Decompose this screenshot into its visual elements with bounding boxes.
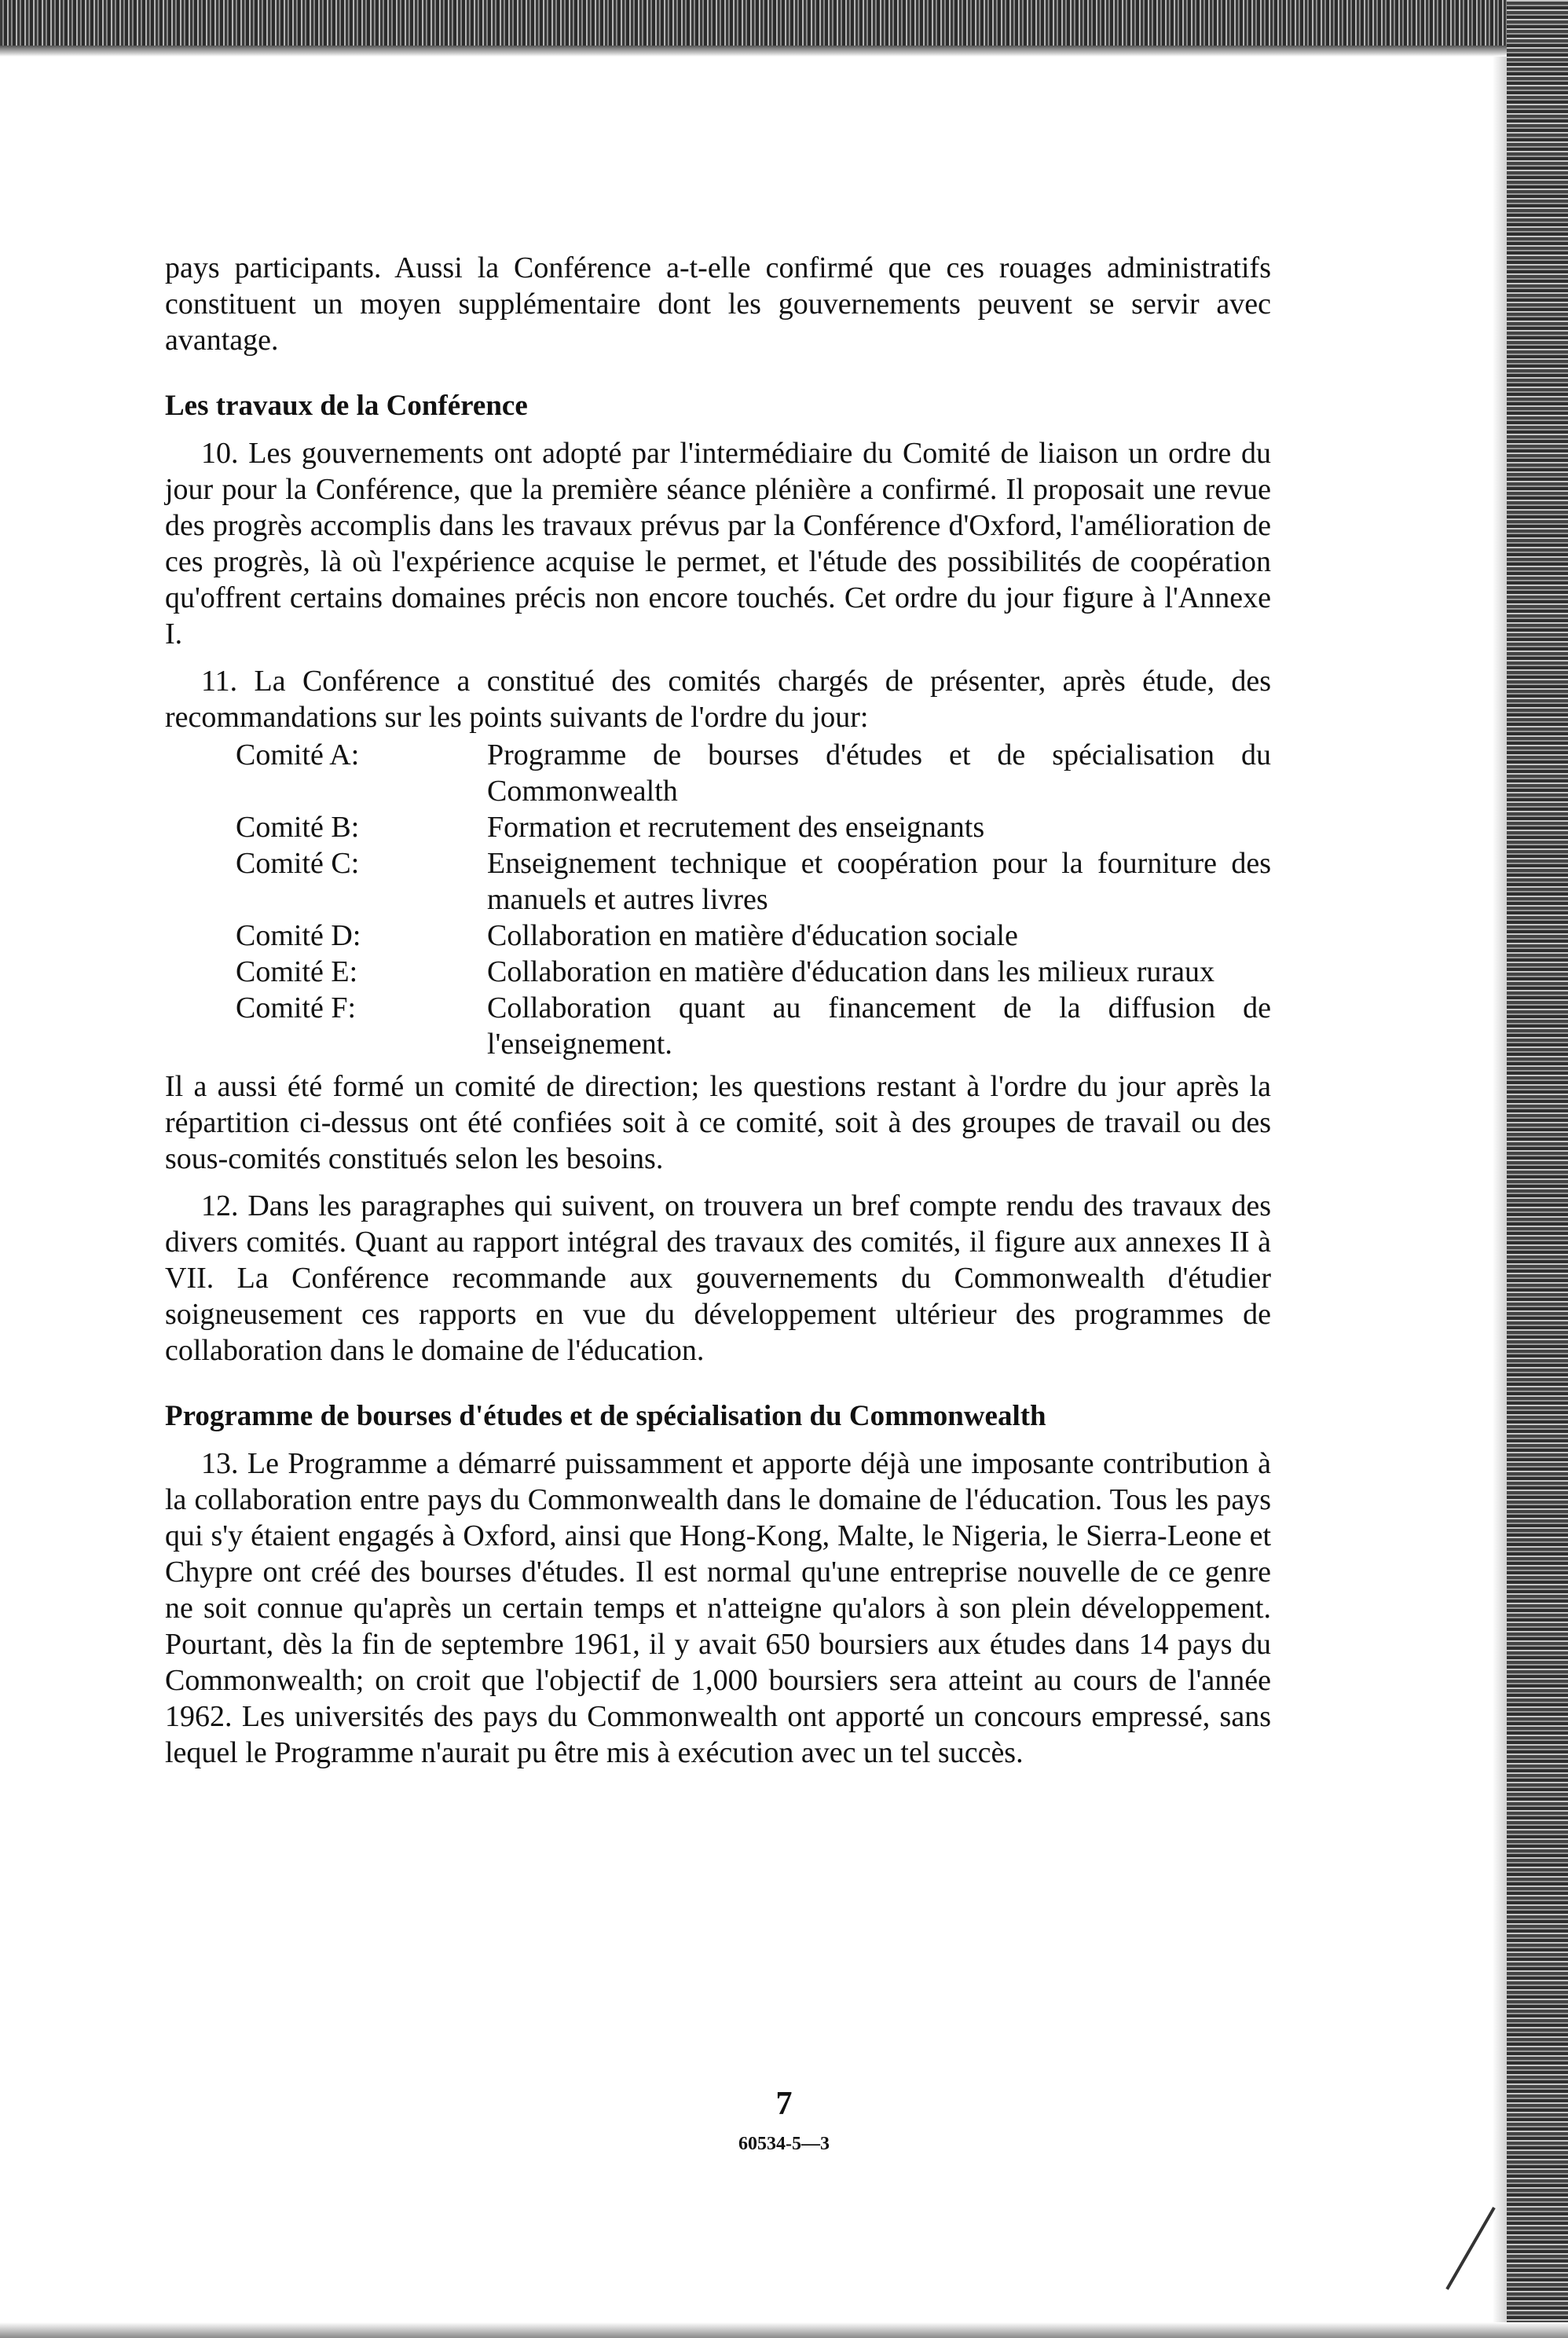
pen-mark [1445, 2207, 1495, 2290]
committee-e-name: Comité E: [236, 955, 358, 988]
scan-border-right [1507, 0, 1568, 2338]
section-heading-travaux: Les travaux de la Conférence [165, 390, 528, 422]
committee-b-name: Comité B: [236, 811, 360, 844]
committee-c-desc: Enseignement technique et coopération pour la fourniture des manuels et autres livres [487, 847, 1271, 916]
paragraph-10: 10. Les gouvernements ont adopté par l'intermédiaire du Comité de liaison un ordre du jour pour la Conférence, que la première séance plénière a confirmé. Il proposait une revue des progrès accomplis dans les travaux prévus par la Conférence d'Oxford, l'amélioration de ces progrès, là où l'expérience acquise le permet, et l'étude des possibilités de coopération qu'offrent certains domaines précis non encore touchés. Cet ordre du jour figure à l'Annexe I. [165, 437, 1271, 650]
committee-b-desc: Formation et recrutement des enseignants [487, 811, 985, 844]
committee-c-name: Comité C: [236, 847, 360, 880]
document-body [165, 250, 1271, 1771]
scan-border-top [0, 0, 1568, 57]
paragraph-11-continued: Il a aussi été formé un comité de direction; les questions restant à l'ordre du jour après la répartition ci-dessus ont été confiées soit à ce comité, soit à des groupes de travail ou des sous-comités constitués selon les besoins. [165, 1070, 1271, 1175]
paragraph-13: 13. Le Programme a démarré puissamment et apporte déjà une imposante contribution à la collaboration entre pays du Commonwealth dans le domaine de l'éducation. Tous les pays qui s'y étaient engagés à Oxford, ainsi que Hong-Kong, Malte, le Nigeria, le Sierra-Leone et Chypre ont créé des bourses d'études. Il est normal qu'une entreprise nouvelle de ce genre ne soit connue qu'après un certain temps et n'atteigne qu'alors à son plein développement. Pourtant, dès la fin de septembre 1961, il y avait 650 boursiers aux études dans 14 pays du Commonwealth; on croit que l'objectif de 1,000 boursiers sera atteint au cours de l'année 1962. Les universités des pays du Commonwealth ont apporté un concours empressé, sans lequel le Programme n'aurait pu être mis à exécution avec un tel succès. [165, 1447, 1271, 1769]
scan-border-bottom [0, 2322, 1568, 2338]
committee-a-name: Comité A: [236, 738, 360, 771]
print-code: 60534-5—3 [738, 2134, 830, 2154]
spacer [165, 424, 1271, 435]
committee-a-desc: Programme de bourses d'études et de spécialisation du Commonwealth [487, 738, 1271, 808]
committee-list [165, 737, 1271, 1062]
page-edge-shadow [1493, 57, 1507, 2338]
committee-d-desc: Collaboration en matière d'éducation sociale [487, 919, 1018, 952]
spacer [165, 358, 1271, 388]
spacer [165, 1369, 1271, 1398]
paragraph-11: 11. La Conférence a constitué des comités chargés de présenter, après étude, des recommandations sur les points suivants de l'ordre du jour: [165, 665, 1271, 734]
committee-f-desc: Collaboration quant au financement de la diffusion de l'enseignement. [487, 991, 1271, 1061]
page-number: 7 [775, 2086, 793, 2122]
committee-d-name: Comité D: [236, 919, 361, 952]
spacer [165, 1177, 1271, 1188]
section-heading-programme: Programme de bourses d'études et de spécialisation du Commonwealth [165, 1400, 1046, 1432]
intro-paragraph: pays participants. Aussi la Conférence a-t-elle confirmé que ces rouages administratifs constituent un moyen supplémentaire dont les gouvernements peuvent se servir avec avantage. [165, 251, 1271, 357]
spacer [165, 1435, 1271, 1446]
committee-e-desc: Collaboration en matière d'éducation dans les milieux ruraux [487, 955, 1214, 988]
committee-f-name: Comité F: [236, 991, 357, 1024]
paragraph-12: 12. Dans les paragraphes qui suivent, on trouvera un bref compte rendu des travaux des divers comités. Quant au rapport intégral des travaux des comités, il figure aux annexes II à VII. La Conférence recommande aux gouvernements du Commonwealth d'étudier soigneusement ces rapports en vue du développement ultérieur des programmes de collaboration dans le domaine de l'éducation. [165, 1189, 1271, 1367]
spacer [165, 652, 1271, 663]
